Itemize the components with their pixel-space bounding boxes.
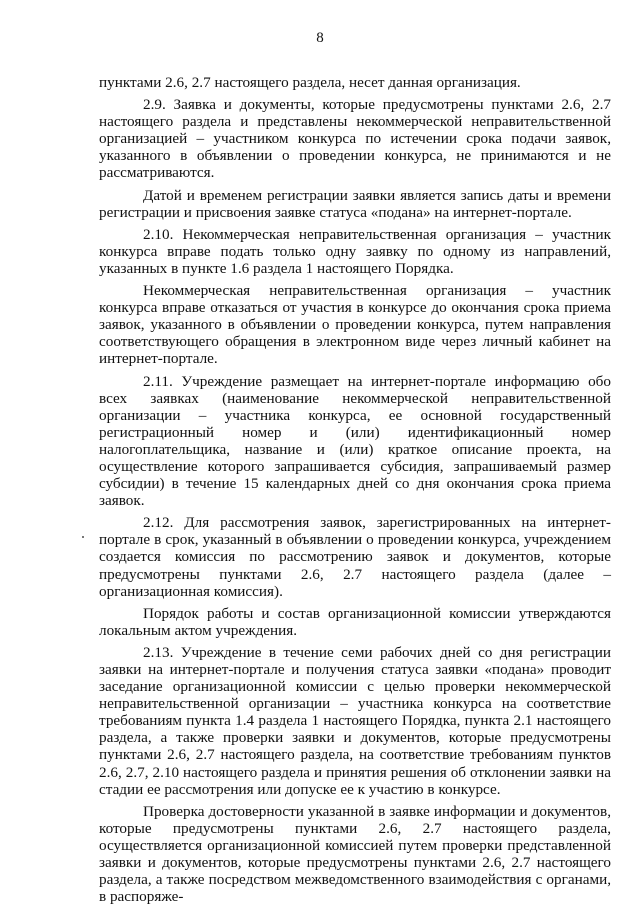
paragraph-withdrawal: Некоммерческая неправительственная организация – участник конкурса вправе отказаться от участия в конкурсе до окончания срока приема заявок, указанного в объявлении о проведении конкурса, путем направления соответствующего обращения в электронном виде через личный кабинет на интернет-портале. [99, 282, 611, 368]
paragraph-2-9: 2.9. Заявка и документы, которые предусмотрены пунктами 2.6, 2.7 настоящего раздела и представлены некоммерческой неправительственной организацией – участником конкурса по истечении срока подачи заявок, указанного в объявлении о проведении конкурса, не принимаются и не рассматриваются. [99, 96, 611, 182]
paragraph-2-13: 2.13. Учреждение в течение семи рабочих дней со дня регистрации заявки на интернет-портале и получения статуса заявки «подана» проводит заседание организационной комиссии с целью проверки некоммерческой неправительственной организации – участника конкурса на соответствие требованиям пункта 1.4 раздела 1 настоящего Порядка, пункта 2.1 настоящего раздела, а также проверки заявки и документов, которые предусмотрены пунктами 2.6, 2.7 настоящего раздела, на соответствие требованиям пунктов 2.6, 2.7, 2.10 настоящего раздела и принятия решения об отклонении заявки на стадии ее рассмотрения или допуске ее к участию в конкурсе. [99, 643, 611, 798]
paragraph-registration-date: Датой и временем регистрации заявки является запись даты и времени регистрации и присвоения заявке статуса «подана» на интернет-портале. [99, 186, 611, 221]
page-number: 8 [316, 30, 324, 46]
document-body [99, 74, 611, 910]
paragraph-continuation: пунктами 2.6, 2.7 настоящего раздела, несет данная организация. [99, 74, 521, 91]
paragraph-2-11: 2.11. Учреждение размещает на интернет-портале информацию обо всех заявках (наименование некоммерческой неправительственной организации – участника конкурса, ее основной государственный регистрационный номер и (или) идентификационный номер налогоплательщика, название и (или) краткое описание проекта, на осуществление которого запрашивается субсидия, запрашиваемый размер субсидии) в течение 15 календарных дней со дня окончания срока приема заявок. [99, 372, 611, 510]
margin-mark [82, 536, 84, 538]
paragraph-commission-procedure: Порядок работы и состав организационной комиссии утверждаются локальным актом учреждения. [99, 604, 611, 639]
paragraph-2-10: 2.10. Некоммерческая неправительственная организация – участник конкурса вправе подать только одну заявку по одному из направлений, указанных в пункте 1.6 раздела 1 настоящего Порядка. [99, 225, 611, 277]
paragraph-2-12: 2.12. Для рассмотрения заявок, зарегистрированных на интернет-портале в срок, указанный в объявлении о проведении конкурса, учреждением создается комиссия по рассмотрению заявок и документов, которые предусмотрены пунктами 2.6, 2.7 настоящего раздела (далее – организационная комиссия). [99, 514, 611, 600]
paragraph-verification: Проверка достоверности указанной в заявке информации и документов, которые предусмотрены пунктами 2.6, 2.7 настоящего раздела, осуществляется организационной комиссией путем проверки представленной заявки и документов, которые предусмотрены пунктами 2.6, 2.7 настоящего раздела, а также посредством межведомственного взаимодействия с органами, в распоряже- [99, 802, 611, 906]
